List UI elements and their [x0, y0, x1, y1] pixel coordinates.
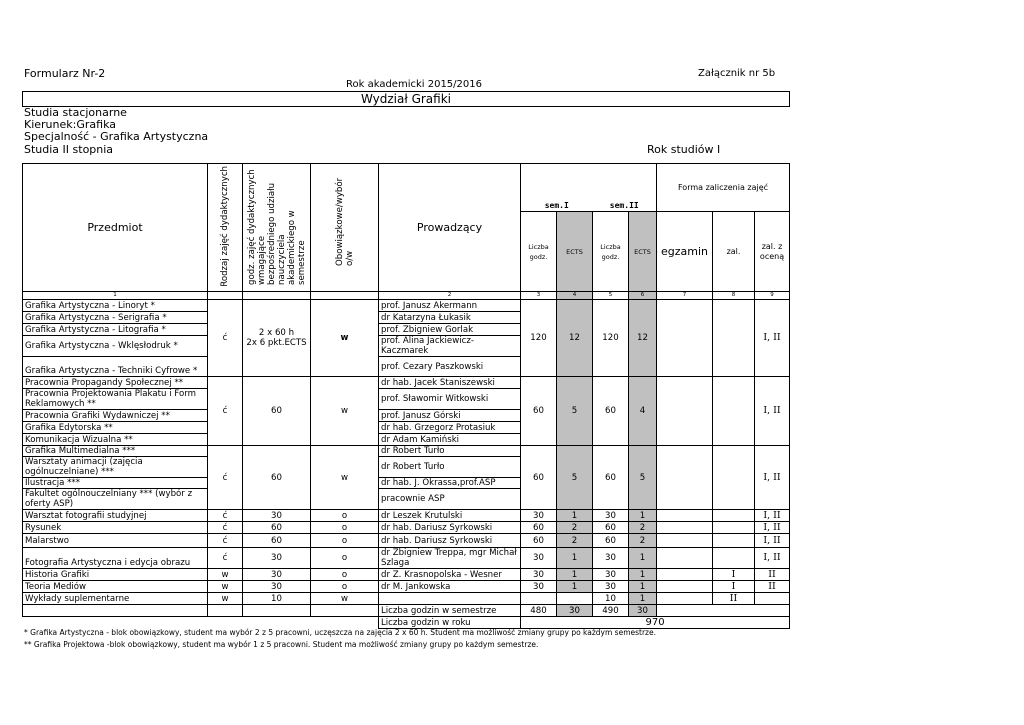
lecturer-cell: dr hab. Dariusz Syrkowski: [379, 522, 521, 534]
lecturer-cell: prof. Zbigniew Gorlak: [379, 324, 521, 336]
sem1-hours-cell: 30: [521, 569, 557, 581]
subject-cell: Teoria Mediów: [23, 581, 208, 593]
table-row: [23, 593, 790, 605]
subject-cell: Grafika Artystyczna - Techniki Cyfrowe *: [23, 357, 208, 377]
class-type-cell: w: [208, 593, 243, 605]
sem2-ects-cell: 1: [629, 593, 657, 605]
sem1-ects-cell: [557, 593, 593, 605]
sem1-hours-cell: 60: [521, 522, 557, 534]
sem2-hours-total: 490: [593, 605, 629, 617]
header-sem1: sem.I: [521, 164, 593, 212]
hours-cell: 10: [243, 593, 311, 605]
sem2-hours-cell: 30: [593, 569, 629, 581]
subject-cell: Fotografia Artystyczna i edycja obrazu: [23, 548, 208, 569]
class-type-cell: w: [208, 581, 243, 593]
pass-cell: I: [713, 569, 755, 581]
col-number: 7: [657, 292, 713, 300]
exam-cell: [657, 300, 713, 377]
subject-cell: Fakultet ogólnouczelniany *** (wybór z oferty ASP): [23, 489, 208, 510]
sem1-ects-cell: 1: [557, 510, 593, 522]
hours-cell: 60: [243, 534, 311, 548]
header-exam: egzamin: [657, 212, 713, 292]
subject-cell: Grafika Multimedialna ***: [23, 446, 208, 457]
totals-semester-row: [23, 605, 790, 617]
sem1-ects-cell: 1: [557, 548, 593, 569]
col-number: 5: [593, 292, 629, 300]
sem2-ects-cell: 5: [629, 446, 657, 510]
hours-cell: 60: [243, 377, 311, 446]
pass-cell: [713, 548, 755, 569]
subject-cell: Ilustracja ***: [23, 478, 208, 489]
subject-cell: Warsztaty animacji (zajęcia ogólnuczelniane) ***: [23, 457, 208, 478]
header-lecturer: Prowadzący: [379, 164, 521, 292]
sem2-ects-total: 30: [629, 605, 657, 617]
lecturer-cell: prof. Alina Jackiewicz-Kaczmarek: [379, 336, 521, 357]
sem1-ects-total: 30: [557, 605, 593, 617]
lecturer-cell: dr M. Jankowska: [379, 581, 521, 593]
class-type-cell: ć: [208, 446, 243, 510]
curriculum-table: [22, 163, 790, 629]
subject-cell: Pracownia Grafiki Wydawniczej **: [23, 410, 208, 422]
pass-cell: [713, 377, 755, 446]
header-sem2-hours: Liczba godz.: [593, 212, 629, 292]
mandatory-cell: w: [311, 446, 379, 510]
program-mode: Studia stacjonarne: [24, 106, 127, 119]
program-field: Kierunek:Grafika: [24, 118, 116, 131]
col-number: 4: [557, 292, 593, 300]
lecturer-cell: prof. Janusz Górski: [379, 410, 521, 422]
subject-cell: Grafika Artystyczna - Linoryt *: [23, 300, 208, 312]
header-sem2-ects: ECTS: [629, 212, 657, 292]
lecturer-cell: dr Robert Turło: [379, 457, 521, 478]
attachment-label: Załącznik nr 5b: [698, 68, 776, 79]
subject-cell: Grafika Artystyczna - Wklęsłodruk *: [23, 336, 208, 357]
graded-cell: I, II: [755, 446, 790, 510]
sem1-ects-cell: 2: [557, 522, 593, 534]
hours-cell: 30: [243, 581, 311, 593]
totals-year-row: [23, 617, 790, 629]
sem2-ects-cell: 1: [629, 569, 657, 581]
sem2-ects-cell: 1: [629, 581, 657, 593]
hours-cell: 60: [243, 522, 311, 534]
lecturer-cell: dr hab. J. Okrassa,prof.ASP: [379, 478, 521, 489]
sem2-ects-cell: 1: [629, 510, 657, 522]
program-degree: Studia II stopnia: [24, 143, 114, 156]
sem2-ects-cell: 4: [629, 377, 657, 446]
year-total: 970: [521, 617, 790, 629]
form-label: Formularz Nr-2: [24, 67, 106, 80]
lecturer-cell: dr hab. Jacek Staniszewski: [379, 377, 521, 389]
mandatory-cell: w: [311, 300, 379, 377]
column-number-row: [23, 292, 790, 300]
subject-cell: Grafika Edytorska **: [23, 422, 208, 434]
pass-cell: I: [713, 581, 755, 593]
subject-cell: Grafika Artystyczna - Litografia *: [23, 324, 208, 336]
exam-cell: [657, 510, 713, 522]
graded-cell: I, II: [755, 548, 790, 569]
lecturer-cell: dr Leszek Krutulski: [379, 510, 521, 522]
header-sem1-hours: Liczba godz.: [521, 212, 557, 292]
class-type-cell: ć: [208, 377, 243, 446]
header-sem2: sem.II: [593, 164, 657, 212]
hours-cell: 30: [243, 569, 311, 581]
table-row: [23, 446, 790, 457]
exam-cell: [657, 534, 713, 548]
table-row: [23, 569, 790, 581]
sem1-hours-cell: 30: [521, 510, 557, 522]
class-type-cell: ć: [208, 510, 243, 522]
mandatory-cell: o: [311, 522, 379, 534]
hours-cell: 60: [243, 446, 311, 510]
lecturer-cell: dr hab. Grzegorz Protasiuk: [379, 422, 521, 434]
header-subject: Przedmiot: [23, 164, 208, 292]
graded-cell: II: [755, 569, 790, 581]
mandatory-cell: o: [311, 581, 379, 593]
sem1-ects-cell: 1: [557, 581, 593, 593]
hours-cell: 30: [243, 510, 311, 522]
subject-cell: Komunikacja Wizualna **: [23, 434, 208, 446]
mandatory-cell: o: [311, 510, 379, 522]
table-row: [23, 581, 790, 593]
lecturer-cell: prof. Cezary Paszkowski: [379, 357, 521, 377]
sem2-hours-cell: 30: [593, 548, 629, 569]
header-hours: godz. zajęć dydaktycznych wmagające bezpośredniego udziału nauczyciela akademickiego w semestrze: [243, 164, 311, 292]
col-number: 3: [521, 292, 557, 300]
sem1-ects-cell: 5: [557, 446, 593, 510]
lecturer-cell: dr Robert Turło: [379, 446, 521, 457]
subject-cell: Warsztat fotografii studyjnej: [23, 510, 208, 522]
sem1-hours-cell: [521, 593, 557, 605]
subject-cell: Pracownia Propagandy Społecznej **: [23, 377, 208, 389]
sem1-ects-cell: 12: [557, 300, 593, 377]
sem1-hours-cell: 30: [521, 581, 557, 593]
graded-cell: [755, 593, 790, 605]
exam-cell: [657, 377, 713, 446]
header-sem1-ects: ECTS: [557, 212, 593, 292]
sem2-hours-cell: 30: [593, 581, 629, 593]
sem1-hours-cell: 60: [521, 446, 557, 510]
table-row: [23, 534, 790, 548]
graded-cell: I, II: [755, 522, 790, 534]
col-number: 9: [755, 292, 790, 300]
lecturer-cell: dr hab. Dariusz Syrkowski: [379, 534, 521, 548]
sem2-ects-cell: 2: [629, 522, 657, 534]
sem1-ects-cell: 1: [557, 569, 593, 581]
footnote-2: ** Grafika Projektowa -blok obowiązkowy, student ma wybór 1 z 5 pracowni. Student ma możliwość zmiany grupy po każdym semestrze.: [24, 640, 539, 649]
sem2-hours-cell: 60: [593, 534, 629, 548]
subject-cell: Wykłady suplementarne: [23, 593, 208, 605]
lecturer-cell: prof. Sławomir Witkowski: [379, 389, 521, 410]
academic-year: Rok akademicki 2015/2016: [346, 79, 482, 90]
exam-cell: [657, 522, 713, 534]
subject-cell: Pracownia Projektowania Plakatu i Form Reklamowych **: [23, 389, 208, 410]
header-pass: zal.: [713, 212, 755, 292]
graded-cell: I, II: [755, 377, 790, 446]
header-mandatory: Obowiązkowe/wybór o/w: [311, 164, 379, 292]
lecturer-cell: dr Katarzyna Łukasik: [379, 312, 521, 324]
mandatory-cell: o: [311, 548, 379, 569]
class-type-cell: ć: [208, 300, 243, 377]
sem2-ects-cell: 1: [629, 548, 657, 569]
subject-cell: Historia Grafiki: [23, 569, 208, 581]
header-class-type: Rodzaj zajęć dydaktycznych: [208, 164, 243, 292]
table-row: [23, 548, 790, 569]
graded-cell: I, II: [755, 510, 790, 522]
year-of-study: Rok studiów I: [647, 143, 721, 156]
class-type-cell: ć: [208, 534, 243, 548]
sem1-hours-cell: 60: [521, 534, 557, 548]
table-row: [23, 300, 790, 312]
mandatory-cell: w: [311, 377, 379, 446]
header-assessment-form: Forma zaliczenia zajęć: [657, 164, 790, 212]
lecturer-cell: pracownie ASP: [379, 489, 521, 510]
col-number: 1: [23, 292, 208, 300]
sem2-hours-cell: 30: [593, 510, 629, 522]
sem2-hours-cell: 60: [593, 377, 629, 446]
program-specialty: Specjalność - Grafika Artystyczna: [24, 130, 209, 143]
exam-cell: [657, 593, 713, 605]
exam-cell: [657, 548, 713, 569]
class-type-cell: ć: [208, 522, 243, 534]
totals-semester-label: Liczba godzin w semestrze: [379, 605, 521, 617]
sem2-hours-cell: 120: [593, 300, 629, 377]
class-type-cell: ć: [208, 548, 243, 569]
pass-cell: [713, 522, 755, 534]
sem1-hours-total: 480: [521, 605, 557, 617]
hours-cell: 30: [243, 548, 311, 569]
lecturer-cell: prof. Janusz Akermann: [379, 300, 521, 312]
sem1-hours-cell: 30: [521, 548, 557, 569]
sem1-ects-cell: 5: [557, 377, 593, 446]
graded-cell: I, II: [755, 534, 790, 548]
mandatory-cell: o: [311, 534, 379, 548]
footnote-1: * Grafika Artystyczna - blok obowiązkowy, student ma wybór 2 z 5 pracowni, uczęszcza na zajęcia 2 x 60 h. Student ma możliwość zmiany grupy po każdym semestrze.: [24, 628, 656, 637]
graded-cell: II: [755, 581, 790, 593]
lecturer-cell: dr Z. Krasnopolska - Wesner: [379, 569, 521, 581]
table-row: [23, 522, 790, 534]
pass-cell: [713, 300, 755, 377]
sem2-hours-cell: 60: [593, 522, 629, 534]
exam-cell: [657, 569, 713, 581]
faculty-title-bar: [22, 91, 790, 107]
class-type-cell: w: [208, 569, 243, 581]
graded-cell: I, II: [755, 300, 790, 377]
exam-cell: [657, 446, 713, 510]
col-number: 6: [629, 292, 657, 300]
pass-cell: II: [713, 593, 755, 605]
sem2-ects-cell: 2: [629, 534, 657, 548]
totals-year-label: Liczba godzin w roku: [379, 617, 521, 629]
header-graded-pass: zal. z oceną: [755, 212, 790, 292]
mandatory-cell: w: [311, 593, 379, 605]
sem1-hours-cell: 60: [521, 377, 557, 446]
subject-cell: Malarstwo: [23, 534, 208, 548]
pass-cell: [713, 534, 755, 548]
mandatory-cell: o: [311, 569, 379, 581]
sem2-hours-cell: 10: [593, 593, 629, 605]
table-row: [23, 510, 790, 522]
subject-cell: Rysunek: [23, 522, 208, 534]
table-row: [23, 377, 790, 389]
lecturer-cell: dr Adam Kamiński: [379, 434, 521, 446]
col-number: 8: [713, 292, 755, 300]
hours-cell: 2 x 60 h 2x 6 pkt.ECTS: [243, 300, 311, 377]
faculty-title: Wydział Grafiki: [360, 92, 451, 106]
pass-cell: [713, 446, 755, 510]
lecturer-cell: dr Zbigniew Treppa, mgr Michał Szlaga: [379, 548, 521, 569]
exam-cell: [657, 581, 713, 593]
sem1-ects-cell: 2: [557, 534, 593, 548]
sem2-ects-cell: 12: [629, 300, 657, 377]
pass-cell: [713, 510, 755, 522]
lecturer-cell: [379, 593, 521, 605]
col-number: 2: [379, 292, 521, 300]
sem1-hours-cell: 120: [521, 300, 557, 377]
subject-cell: Grafika Artystyczna - Serigrafia *: [23, 312, 208, 324]
sem2-hours-cell: 60: [593, 446, 629, 510]
